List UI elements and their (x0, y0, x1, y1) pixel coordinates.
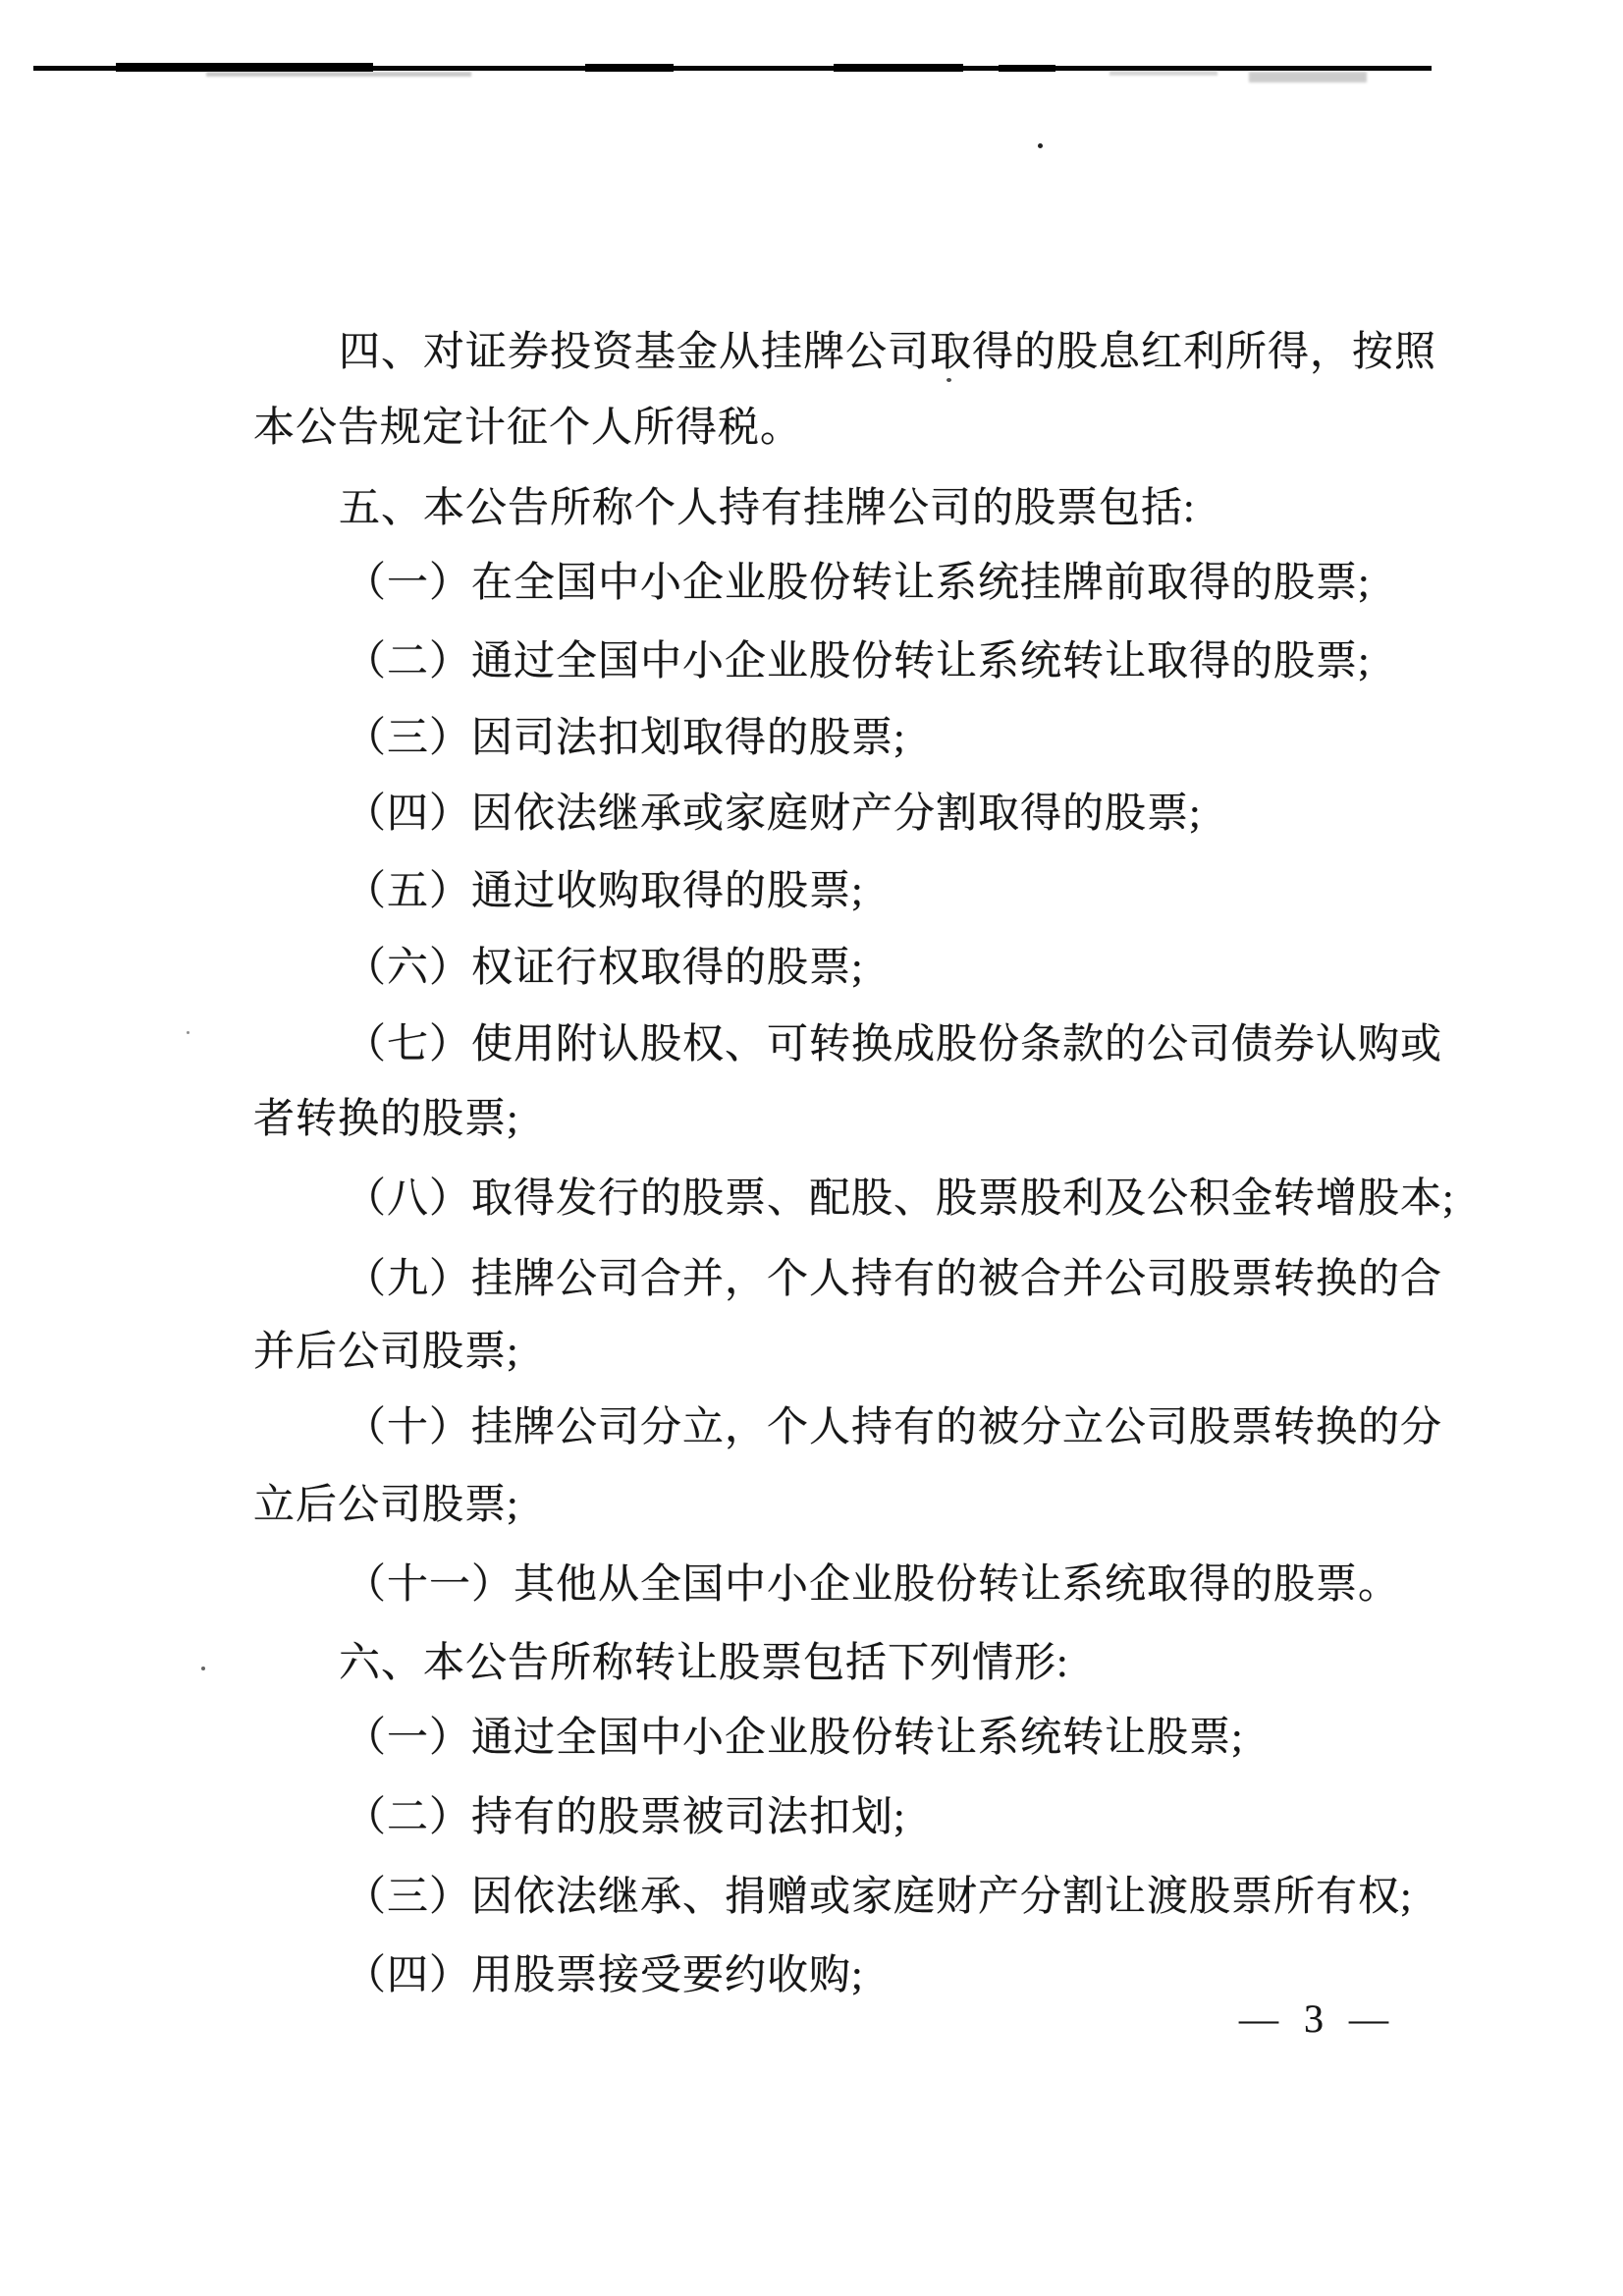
doc-line-9: （六）权证行权取得的股票; (345, 946, 864, 991)
doc-line-7: （四）因依法继承或家庭财产分割取得的股票; (345, 792, 1202, 837)
doc-line-13: （九）挂牌公司合并，个人持有的被合并公司股票转换的合 (345, 1257, 1443, 1302)
scan-artifact-smudge (1109, 71, 1217, 76)
doc-line-11: 者转换的股票; (253, 1097, 519, 1142)
doc-line-22: （四）用股票接受要约收购; (345, 1953, 864, 1998)
doc-line-10: （七）使用附认股权、可转换成股份条款的公司债券认购或 (345, 1022, 1443, 1067)
scan-artifact-smudge (206, 72, 471, 77)
doc-line-8: （五）通过收购取得的股票; (345, 869, 864, 914)
scan-speck (187, 1031, 189, 1034)
doc-line-16: 立后公司股票; (253, 1483, 519, 1528)
doc-line-1: 四、对证券投资基金从挂牌公司取得的股息红利所得，按照 (339, 330, 1437, 375)
doc-line-5: （二）通过全国中小企业股份转让系统转让取得的股票; (345, 639, 1371, 684)
scan-speck (201, 1667, 205, 1670)
doc-line-4: （一）在全国中小企业股份转让系统挂牌前取得的股票; (345, 561, 1371, 606)
doc-line-15: （十）挂牌公司分立，个人持有的被分立公司股票转换的分 (345, 1405, 1443, 1450)
doc-line-18: 六、本公告所称转让股票包括下列情形: (339, 1641, 1069, 1686)
scan-speck (947, 378, 951, 382)
doc-line-14: 并后公司股票; (253, 1330, 519, 1375)
doc-line-2: 本公告规定计征个人所得税。 (253, 406, 803, 451)
doc-line-20: （二）持有的股票被司法扣划; (345, 1795, 906, 1840)
scan-artifact-segment (116, 63, 373, 72)
doc-line-12: （八）取得发行的股票、配股、股票股利及公积金转增股本; (345, 1176, 1455, 1222)
scan-artifact-line (0, 0, 1623, 118)
scan-artifact-segment (585, 64, 674, 72)
scan-artifact-segment (999, 65, 1055, 72)
doc-line-19: （一）通过全国中小企业股份转让系统转让股票; (345, 1716, 1244, 1761)
scan-speck (1038, 143, 1043, 148)
scan-artifact-smudge (1249, 72, 1367, 82)
doc-line-17: （十一）其他从全国中小企业股份转让系统取得的股票。 (345, 1562, 1401, 1608)
page-number: — 3 — (1239, 1996, 1396, 2041)
doc-line-6: （三）因司法扣划取得的股票; (345, 716, 906, 761)
doc-line-21: （三）因依法继承、捐赠或家庭财产分割让渡股票所有权; (345, 1875, 1413, 1920)
doc-line-3: 五、本公告所称个人持有挂牌公司的股票包括: (339, 486, 1196, 531)
scan-artifact-segment (834, 64, 963, 72)
